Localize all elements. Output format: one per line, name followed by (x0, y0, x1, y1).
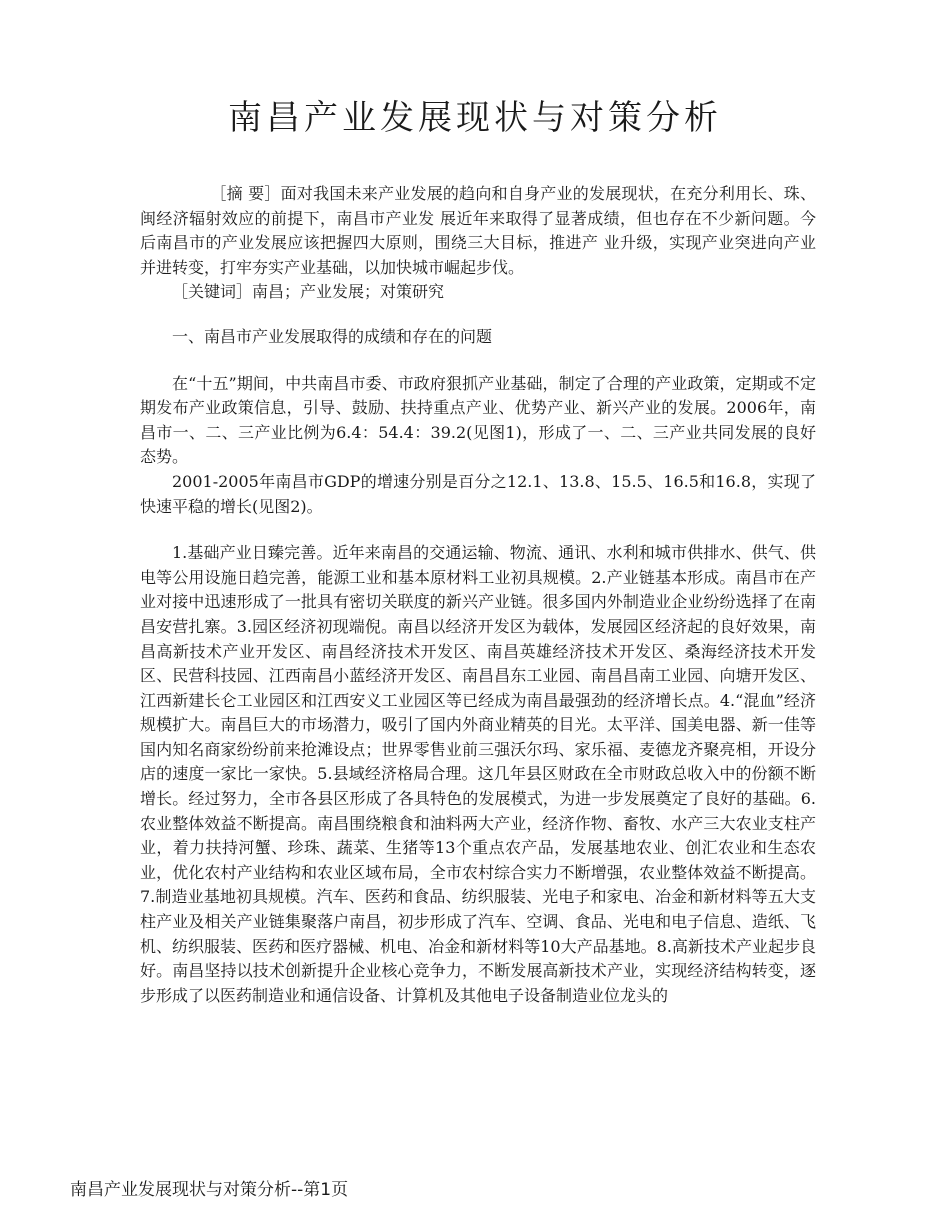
section-heading: 一、南昌市产业发展取得的成绩和存在的问题 (172, 326, 493, 346)
body-paragraph-1: 在“十五”期间，中共南昌市委、市政府狠抓产业基础，制定了合理的产业政策，定期或不定期发布产业政策信息，引导、鼓励、扶持重点产业、优势产业、新兴产业的发展。2006年，南昌市一、二、三产业比例为6.4：54.4：39.2(见图1)，形成了一、二、三产业共同发展的良好态势。 (140, 373, 816, 467)
document-body (140, 182, 816, 1008)
keywords-line: ［关键词］南昌；产业发展；对策研究 (172, 282, 445, 302)
body-paragraph-2: 2001-2005年南昌市GDP的增速分别是百分之12.1、13.8、15.5、16.5和16.8，实现了快速平稳的增长(见图2)。 (140, 471, 816, 516)
document-title: 南昌产业发展现状与对策分析 (228, 98, 722, 138)
page-footer: 南昌产业发展现状与对策分析--第1页 (70, 1180, 349, 1200)
abstract-paragraph: ［摘 要］面对我国未来产业发展的趋向和自身产业的发展现状，在充分利用长、珠、闽经济辐射效应的前提下，南昌市产业发 展近年来取得了显著成绩，但也存在不少新问题。今后南昌市的产业发展应该把握四大原则，围绕三大目标，推进产 业升级，实现产业突进向产业并进转变，打牢夯实产业基础，以加快城市崛起步伐。 (140, 184, 816, 277)
body-paragraph-3: 1.基础产业日臻完善。近年来南昌的交通运输、物流、通讯、水利和城市供排水、供气、供电等公用设施日趋完善，能源工业和基本原材料工业初具规模。2.产业链基本形成。南昌市在产业对接中迅速形成了一批具有密切关联度的新兴产业链。很多国内外制造业企业纷纷选择了在南昌安营扎寨。3.园区经济初现端倪。南昌以经济开发区为载体，发展园区经济起的良好效果，南昌高新技术产业开发区、南昌经济技术开发区、南昌英雄经济技术开发区、桑海经济技术开发区、民营科技园、江西南昌小蓝经济开发区、南昌昌东工业园、南昌昌南工业园、向塘开发区、江西新建长仑工业园区和江西安义工业园区等已经成为南昌最强劲的经济增长点。4.“混血”经济规模扩大。南昌巨大的市场潜力，吸引了国内外商业精英的目光。太平洋、国美电器、新一佳等国内知名商家纷纷前来抢滩设点；世界零售业前三强沃尔玛、家乐福、麦德龙齐聚亮相，开设分店的速度一家比一家快。5.县域经济格局合理。这几年县区财政在全市财政总收入中的份额不断增长。经过努力，全市各县区形成了各具特色的发展模式，为进一步发展奠定了良好的基础。6.农业整体效益不断提高。南昌围绕粮食和油料两大产业，经济作物、畜牧、水产三大农业支柱产业，着力扶持河蟹、珍珠、蔬菜、生猪等13个重点农产品，发展基地农业、创汇农业和生态农业，优化农村产业结构和农业区域布局，全市农村综合实力不断增强，农业整体效益不断提高。7.制造业基地初具规模。汽车、医药和食品、纺织服装、光电子和家电、冶金和新材料等五大支柱产业及相关产业链集聚落户南昌，初步形成了汽车、空调、食品、光电和电子信息、造纸、飞机、纺织服装、医药和医疗器械、机电、冶金和新材料等10大产品基地。8.高新技术产业起步良好。南昌坚持以技术创新提升企业核心竞争力，不断发展高新技术产业，实现经济结构转变，逐步形成了以医药制造业和通信设备、计算机及其他电子设备制造业位龙头的 (140, 543, 816, 1005)
